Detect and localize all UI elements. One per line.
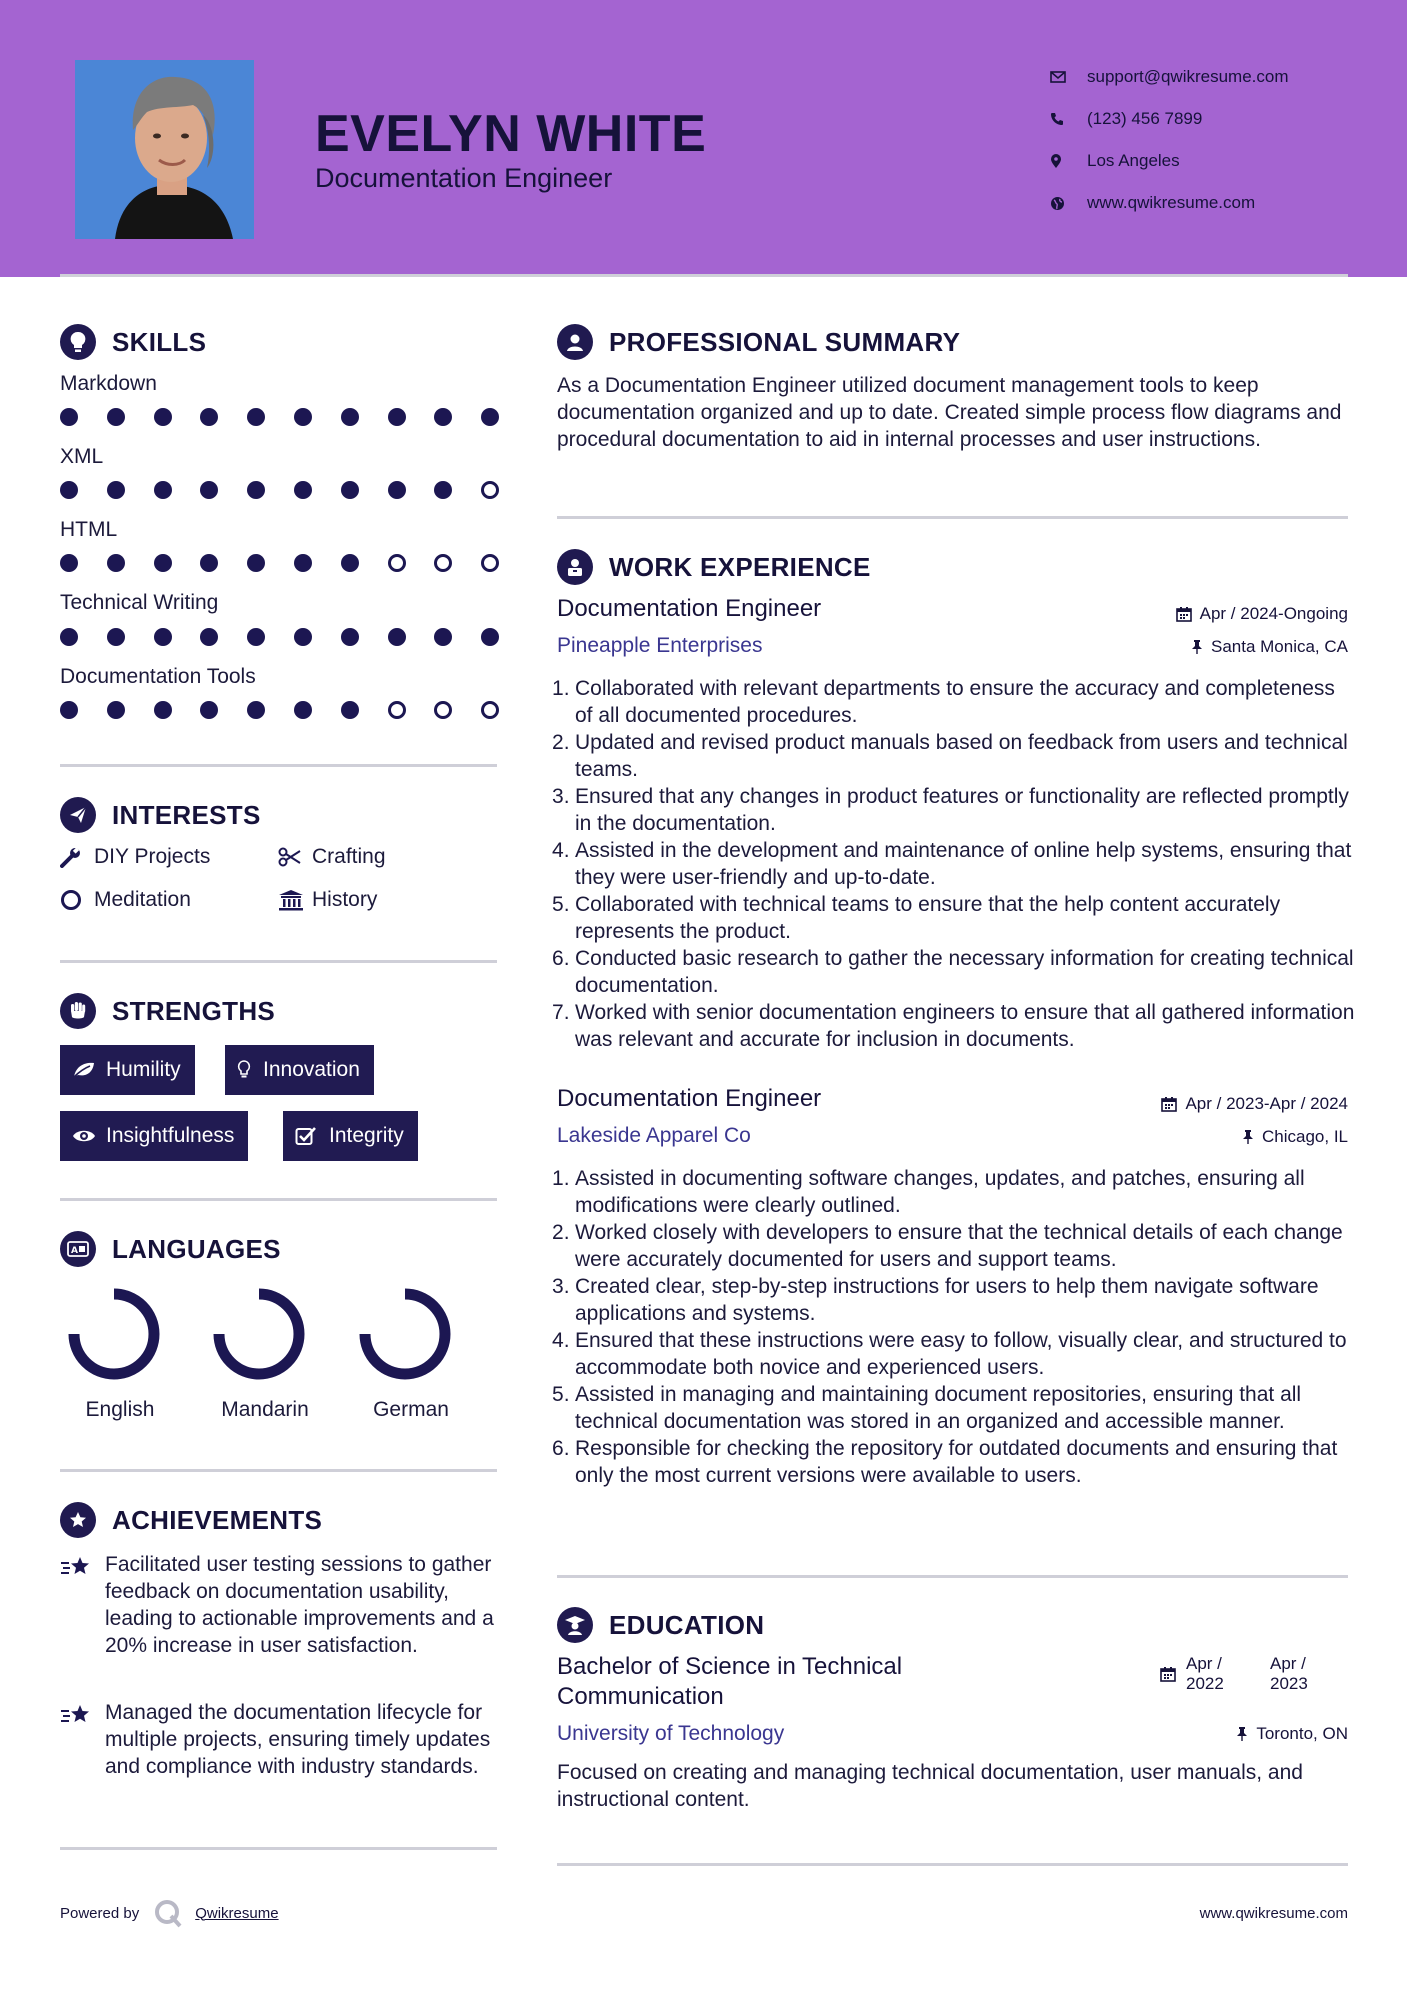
duty-item: Worked with senior documentation engineers to ensure that all gathered information was relevant and accurate for inclusion in documents. — [575, 1001, 1355, 1051]
circle-icon — [60, 889, 94, 911]
strength-tag — [283, 1111, 418, 1161]
language-proficiency-arc — [74, 1294, 154, 1374]
job-role: Documentation Engineer — [557, 595, 822, 622]
summary-heading — [557, 324, 960, 360]
qwikresume-logo-icon — [153, 1898, 183, 1928]
skill-dot-filled — [481, 628, 499, 646]
education-title: EDUCATION — [609, 1609, 765, 1640]
duty-item: Assisted in managing and maintaining document repositories, ensuring that all technical documentation was stored in an organized and accessible manner. — [575, 1383, 1302, 1433]
raised-fist-icon — [60, 993, 96, 1029]
globe-icon — [1050, 196, 1087, 211]
skill-dot-filled — [388, 481, 406, 499]
job-company: Lakeside Apparel Co — [557, 1124, 751, 1147]
section-divider — [60, 1469, 497, 1472]
education-location-text: Toronto, ON — [1256, 1724, 1348, 1743]
check-square-icon — [295, 1126, 329, 1146]
interest-label: Meditation — [94, 888, 191, 911]
calendar-icon — [1160, 1666, 1176, 1682]
skill-rating — [60, 628, 500, 648]
envelope-icon — [1050, 71, 1087, 83]
museum-icon — [278, 889, 312, 911]
education-dates — [1160, 1654, 1308, 1694]
shooting-star-icon — [60, 1699, 105, 1780]
skill-dot-filled — [388, 628, 406, 646]
svg-text:A: A — [71, 1246, 79, 1256]
skill-dot-filled — [200, 408, 218, 426]
section-divider — [557, 1863, 1348, 1866]
skill-label: XML — [60, 445, 104, 468]
skill-dot-filled — [294, 554, 312, 572]
user-icon — [557, 324, 593, 360]
eye-icon — [72, 1128, 106, 1144]
contact-website-text: www.qwikresume.com — [1087, 193, 1256, 212]
job-role: Documentation Engineer — [557, 1085, 822, 1112]
skill-rating — [60, 481, 500, 501]
education-description: Focused on creating and managing technical documentation, user manuals, and instructional content. — [557, 1761, 1303, 1811]
skill-dot-filled — [60, 481, 78, 499]
skill-dot-filled — [154, 408, 172, 426]
interest-label: DIY Projects — [94, 845, 211, 868]
skill-dot-empty — [481, 481, 499, 499]
skill-dot-filled — [154, 701, 172, 719]
duty-item: Ensured that any changes in product features or functionality are reflected promptly in the documentation. — [575, 785, 1349, 835]
contact-phone[interactable] — [1050, 98, 1289, 140]
section-divider — [60, 1847, 497, 1850]
duty-item: Worked closely with developers to ensure that the technical details of each change were accurately documented for users and support teams. — [575, 1221, 1343, 1271]
education-location — [1236, 1724, 1348, 1744]
contact-phone-text: (123) 456 7899 — [1087, 109, 1203, 128]
contact-location — [1050, 140, 1289, 182]
skill-dot-filled — [247, 628, 265, 646]
language-label: German — [373, 1398, 449, 1421]
skill-dot-filled — [60, 408, 78, 426]
skill-dot-filled — [107, 628, 125, 646]
achievement-item — [60, 1551, 500, 1659]
qwikresume-link[interactable]: Qwikresume — [195, 1904, 279, 1922]
school-name: University of Technology — [557, 1722, 785, 1745]
interests-heading — [60, 797, 261, 833]
skill-dot-filled — [107, 481, 125, 499]
education-start-year: 2022 — [1186, 1674, 1224, 1693]
strengths-title: STRENGTHS — [112, 995, 276, 1026]
achievements-heading — [60, 1502, 322, 1538]
skill-dot-empty — [434, 554, 452, 572]
section-divider — [60, 764, 497, 767]
skill-dot-filled — [154, 554, 172, 572]
header-divider — [60, 274, 1348, 277]
skill-dot-filled — [294, 628, 312, 646]
duty-item: Collaborated with technical teams to ensure that the help content accurately represents the product. — [575, 893, 1281, 943]
skill-dot-filled — [341, 628, 359, 646]
skill-dot-filled — [154, 628, 172, 646]
interest-label: History — [312, 888, 378, 911]
experience-title: WORK EXPERIENCE — [609, 551, 871, 582]
languages-heading — [60, 1231, 281, 1267]
interest-label: Crafting — [312, 845, 386, 868]
wrench-icon — [60, 846, 94, 868]
education-end-year: 2023 — [1270, 1674, 1308, 1693]
job-duties — [557, 675, 1357, 1053]
job-dates — [1161, 1094, 1348, 1114]
footer-powered-by — [60, 1898, 279, 1928]
strength-label: Humility — [106, 1058, 181, 1081]
phone-icon — [1050, 112, 1087, 126]
skill-dot-filled — [200, 481, 218, 499]
briefcase-user-icon — [557, 549, 593, 585]
interest-item — [60, 888, 191, 912]
skill-dot-filled — [107, 554, 125, 572]
education-start-month: Apr / — [1186, 1654, 1222, 1673]
language-ring — [357, 1286, 453, 1382]
skills-title: SKILLS — [112, 326, 207, 357]
skill-dot-filled — [60, 628, 78, 646]
skill-dot-empty — [481, 701, 499, 719]
language-label: Mandarin — [221, 1398, 309, 1421]
degree-line: Bachelor of Science in Technical — [557, 1653, 903, 1680]
contact-list — [1050, 56, 1289, 224]
interest-item — [60, 845, 210, 869]
pushpin-icon — [1242, 1129, 1254, 1145]
duty-item: Updated and revised product manuals based on feedback from users and technical teams. — [575, 731, 1348, 781]
job-location — [1191, 637, 1348, 657]
skill-dot-filled — [247, 481, 265, 499]
education-heading — [557, 1607, 764, 1643]
skill-dot-empty — [388, 701, 406, 719]
summary-title: PROFESSIONAL SUMMARY — [609, 326, 961, 357]
pushpin-icon — [1236, 1726, 1248, 1742]
skill-dot-filled — [200, 628, 218, 646]
skill-dot-filled — [341, 481, 359, 499]
job-dates-text: Apr / 2023-Apr / 2024 — [1185, 1094, 1348, 1113]
skill-label: HTML — [60, 518, 118, 541]
skill-dot-filled — [247, 554, 265, 572]
skill-dot-filled — [107, 408, 125, 426]
achievement-text: Facilitated user testing sessions to gather feedback on documentation usability, leading to actionable improvements and a 20% increase in user satisfaction. — [105, 1553, 494, 1657]
paper-plane-icon — [60, 797, 96, 833]
job-company: Pineapple Enterprises — [557, 634, 763, 657]
skill-dot-filled — [200, 554, 218, 572]
duty-item: Created clear, step-by-step instructions for users to help them navigate software applications and systems. — [575, 1275, 1319, 1325]
skill-label: Documentation Tools — [60, 665, 256, 688]
strength-label: Integrity — [329, 1124, 404, 1147]
strength-tag — [60, 1111, 248, 1161]
language-label: English — [85, 1398, 155, 1421]
lightbulb-icon — [60, 324, 96, 360]
duty-item: Assisted in the development and maintenance of online help systems, ensuring that they were user-friendly and up-to-date. — [575, 839, 1352, 889]
shooting-star-icon — [60, 1551, 105, 1659]
skill-rating — [60, 408, 500, 428]
skill-dot-filled — [247, 701, 265, 719]
lightbulb-icon — [237, 1060, 263, 1080]
achievement-text: Managed the documentation lifecycle for multiple projects, ensuring timely updates and compliance with industry standards. — [105, 1701, 491, 1778]
profile-photo — [75, 60, 254, 239]
strength-tag — [60, 1045, 195, 1095]
contact-email-text: support@qwikresume.com — [1087, 67, 1289, 86]
skill-dot-filled — [247, 408, 265, 426]
interests-title: INTERESTS — [112, 799, 261, 830]
section-divider — [557, 516, 1348, 519]
contact-website[interactable] — [1050, 182, 1289, 224]
skill-dot-filled — [341, 408, 359, 426]
skill-dot-filled — [341, 701, 359, 719]
language-proficiency-arc — [365, 1294, 445, 1374]
calendar-icon — [1176, 606, 1192, 622]
contact-email[interactable] — [1050, 56, 1289, 98]
portrait-illustration — [75, 60, 254, 239]
skill-dot-filled — [200, 701, 218, 719]
language-ring — [66, 1286, 162, 1382]
skill-dot-filled — [434, 408, 452, 426]
section-divider — [557, 1575, 1348, 1578]
achievements-title: ACHIEVEMENTS — [112, 1504, 323, 1535]
languages-title: LANGUAGES — [112, 1233, 281, 1264]
skill-dot-empty — [481, 554, 499, 572]
duty-item: Assisted in documenting software changes, updates, and patches, ensuring all modifications were clearly outlined. — [575, 1167, 1305, 1217]
duty-item: Responsible for checking the repository for outdated documents and ensuring that only the most current versions were available to users. — [575, 1437, 1338, 1487]
language-icon — [60, 1231, 96, 1267]
footer-website[interactable]: www.qwikresume.com — [1199, 1905, 1348, 1922]
experience-heading — [557, 549, 871, 585]
duty-item: Conducted basic research to gather the necessary information for creating technical documentation. — [575, 947, 1354, 997]
achievement-item — [60, 1699, 500, 1780]
job-dates — [1176, 604, 1348, 624]
strength-label: Insightfulness — [106, 1124, 235, 1147]
language-proficiency-arc — [219, 1294, 299, 1374]
skill-dot-filled — [434, 481, 452, 499]
skill-rating — [60, 701, 500, 721]
section-divider — [60, 1198, 497, 1201]
skill-dot-filled — [341, 554, 359, 572]
skill-rating — [60, 554, 500, 574]
interest-item — [278, 845, 386, 869]
calendar-icon — [1161, 1096, 1177, 1112]
pushpin-icon — [1191, 639, 1203, 655]
skill-dot-filled — [154, 481, 172, 499]
candidate-title: Documentation Engineer — [315, 163, 613, 193]
skill-dot-filled — [107, 701, 125, 719]
job-location-text: Chicago, IL — [1262, 1127, 1348, 1146]
skill-dot-empty — [434, 701, 452, 719]
job-location — [1242, 1127, 1348, 1147]
skill-dot-empty — [388, 554, 406, 572]
duty-item: Collaborated with relevant departments to ensure the accuracy and completeness of all documented procedures. — [575, 677, 1335, 727]
summary-text: As a Documentation Engineer utilized document management tools to keep documentation organized and up to date. Created simple process flow diagrams and procedural documentation to aid in internal processes and user instructions. — [557, 374, 1342, 451]
skills-heading — [60, 324, 206, 360]
skill-dot-filled — [434, 628, 452, 646]
section-divider — [60, 960, 497, 963]
powered-by-text: Powered by — [60, 1904, 140, 1922]
strength-tag — [225, 1045, 374, 1095]
language-ring — [211, 1286, 307, 1382]
job-duties — [557, 1165, 1357, 1489]
duty-item: Ensured that these instructions were easy to follow, visually clear, and structured to accommodate both novice and experienced users. — [575, 1329, 1347, 1379]
skill-dot-filled — [60, 701, 78, 719]
education-end-month: Apr / — [1270, 1654, 1306, 1673]
strength-label: Innovation — [263, 1058, 360, 1081]
graduate-icon — [557, 1607, 593, 1643]
contact-location-text: Los Angeles — [1087, 151, 1180, 170]
strengths-heading — [60, 993, 275, 1029]
header-banner — [0, 0, 1407, 277]
star-badge-icon — [60, 1502, 96, 1538]
skill-dot-filled — [60, 554, 78, 572]
interest-item — [278, 888, 377, 912]
skill-label: Markdown — [60, 372, 157, 395]
job-dates-text: Apr / 2024-Ongoing — [1199, 604, 1348, 623]
candidate-name: EVELYN WHITE — [315, 105, 707, 163]
skill-dot-filled — [294, 701, 312, 719]
skill-dot-filled — [294, 481, 312, 499]
education-end — [1270, 1654, 1308, 1694]
job-location-text: Santa Monica, CA — [1210, 637, 1348, 656]
skill-label: Technical Writing — [60, 591, 219, 614]
leaf-icon — [72, 1061, 106, 1079]
skill-dot-filled — [294, 408, 312, 426]
map-pin-icon — [1050, 154, 1087, 169]
education-start — [1186, 1654, 1270, 1694]
scissors-icon — [278, 847, 312, 867]
degree-line: Communication — [557, 1683, 724, 1710]
skill-dot-filled — [481, 408, 499, 426]
skill-dot-filled — [388, 408, 406, 426]
